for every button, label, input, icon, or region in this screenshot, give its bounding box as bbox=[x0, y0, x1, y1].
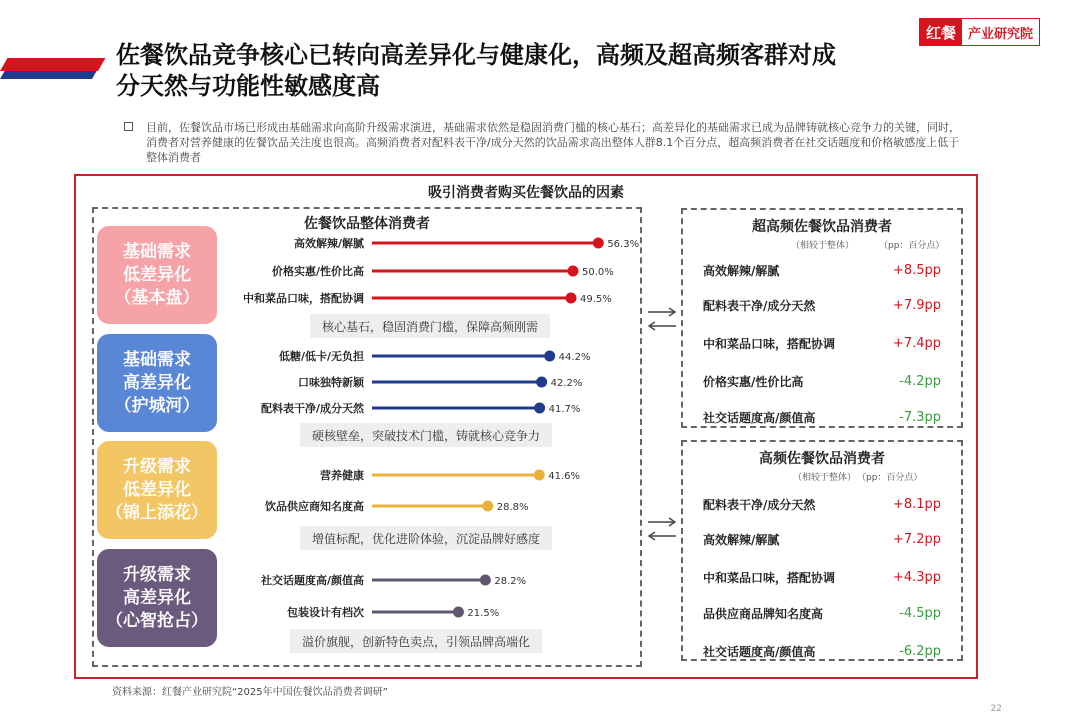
bar-category-label: 口味独特新颖 bbox=[298, 376, 364, 389]
diff-row bbox=[703, 407, 941, 427]
category-label-line1: 升级需求 bbox=[123, 456, 191, 477]
bar-value-label: 49.5% bbox=[579, 294, 612, 305]
bar-value-label: 56.3% bbox=[607, 239, 640, 250]
logo-text: 产业研究院 bbox=[967, 26, 1033, 42]
diff-label: 中和菜品口味，搭配协调 bbox=[703, 570, 836, 585]
relative-note: （相较于整体） bbox=[793, 473, 857, 483]
diff-value: -4.2pp bbox=[899, 373, 941, 389]
diff-value: +7.2pp bbox=[892, 531, 941, 547]
bar-category-label: 中和菜品口味，搭配协调 bbox=[243, 292, 364, 305]
bar-value-label: 42.2% bbox=[550, 378, 583, 389]
diff-row bbox=[703, 529, 941, 549]
diff-label: 高效解辣/解腻 bbox=[703, 532, 780, 547]
bar-category-label: 社交话题度高/颜值高 bbox=[260, 574, 364, 587]
bar-value-label: 21.5% bbox=[467, 608, 500, 619]
page-title-line1: 佐餐饮品竞争核心已转向高差异化与健康化，高频及超高频客群对成 bbox=[116, 41, 836, 69]
category-note: 硬核壁垒，突破技术门槛，铸就核心竞争力 bbox=[300, 423, 552, 447]
source-note: 资料来源：红餐产业研究院“2025年中国佐餐饮品消费者调研” bbox=[112, 687, 388, 698]
super-high-frequency-panel bbox=[681, 208, 963, 428]
category-label-line3: （心智抢占） bbox=[106, 610, 208, 631]
diff-row bbox=[703, 567, 941, 587]
diff-row bbox=[703, 333, 941, 353]
bar-value-label: 44.2% bbox=[558, 352, 591, 363]
category-label-line1: 基础需求 bbox=[123, 241, 191, 262]
category-upgrade-high bbox=[97, 549, 217, 647]
arrow-left-icon bbox=[646, 530, 678, 542]
diff-value: +8.5pp bbox=[892, 262, 941, 278]
category-label-line2: 低差异化 bbox=[123, 479, 191, 500]
header-accent-red bbox=[0, 58, 106, 71]
category-label-line3: （锦上添花） bbox=[106, 502, 208, 523]
diff-row bbox=[703, 260, 941, 280]
category-basic-low bbox=[97, 226, 217, 324]
diff-value: +7.4pp bbox=[892, 335, 941, 351]
page-title bbox=[116, 40, 936, 102]
bar-value-label: 50.0% bbox=[582, 267, 614, 278]
diff-row bbox=[703, 641, 941, 661]
page-number: 22 bbox=[990, 704, 1002, 714]
diff-value: +8.1pp bbox=[892, 496, 941, 512]
diff-row bbox=[703, 295, 941, 315]
arrow-right-icon bbox=[646, 516, 678, 528]
diff-row bbox=[703, 494, 941, 514]
diff-value: -7.3pp bbox=[899, 409, 941, 425]
logo-mark: 红餐 bbox=[920, 19, 962, 45]
diff-label: 配料表干净/成分天然 bbox=[703, 298, 816, 313]
overall-consumers-title: 佐餐饮品整体消费者 bbox=[304, 216, 430, 232]
diff-value: +4.3pp bbox=[892, 569, 941, 585]
high-title: 高频佐餐饮品消费者 bbox=[759, 451, 885, 467]
category-label-line2: 高差异化 bbox=[123, 587, 191, 608]
header-accent-blue bbox=[0, 71, 97, 79]
unit-note: （pp：百分点） bbox=[879, 241, 945, 251]
diff-label: 价格实惠/性价比高 bbox=[703, 374, 804, 389]
bar-category-label: 低糖/低卡/无负担 bbox=[278, 350, 364, 363]
intro-paragraph: 目前，佐餐饮品市场已形成由基础需求向高阶升级需求演进，基础需求依然是稳固消费门槛的核心基石；高差异化的基础需求已成为品牌铸就核心竞争力的关键，同时，消费者对营养健康的佐餐饮品关注度也很高。高频消费者对配料表干净/成分天然的饮品需求高出整体人群8.1个百分点，超高频消费者在社交话题度和价格敏感度上低于整体消费者 bbox=[146, 121, 960, 164]
super-high-title: 超高频佐餐饮品消费者 bbox=[752, 219, 892, 235]
diff-label: 社交话题度高/颜值高 bbox=[703, 644, 816, 659]
diff-label: 品供应商品牌知名度高 bbox=[703, 606, 824, 621]
bar-category-label: 配料表干净/成分天然 bbox=[260, 402, 364, 415]
diff-row bbox=[703, 603, 941, 623]
category-label-line1: 升级需求 bbox=[123, 564, 191, 585]
category-note: 增值标配，优化进阶体验，沉淀品牌好感度 bbox=[300, 526, 552, 550]
bar-category-label: 饮品供应商知名度高 bbox=[265, 500, 364, 513]
bar-category-label: 营养健康 bbox=[320, 469, 364, 482]
category-label-line3: （基本盘） bbox=[114, 287, 200, 308]
high-frequency-panel bbox=[681, 440, 963, 661]
category-label-line2: 高差异化 bbox=[123, 372, 191, 393]
bar-category-label: 包装设计有档次 bbox=[287, 606, 364, 619]
category-note: 核心基石，稳固消费门槛，保障高频刚需 bbox=[310, 314, 550, 338]
bar-category-label: 价格实惠/性价比高 bbox=[271, 265, 364, 278]
brand-logo bbox=[919, 18, 1040, 46]
unit-note: （pp：百分点） bbox=[857, 473, 923, 483]
diff-label: 社交话题度高/颜值高 bbox=[703, 410, 816, 425]
arrow-right-icon bbox=[646, 306, 678, 318]
arrow-left-icon bbox=[646, 320, 678, 332]
diff-label: 高效解辣/解腻 bbox=[703, 263, 780, 278]
diff-label: 中和菜品口味，搭配协调 bbox=[703, 336, 836, 351]
diff-row bbox=[703, 371, 941, 391]
diff-value: -4.5pp bbox=[899, 605, 941, 621]
bar-value-label: 41.7% bbox=[548, 404, 581, 415]
category-label-line3: （护城河） bbox=[114, 395, 200, 416]
category-label-line2: 低差异化 bbox=[123, 264, 191, 285]
diff-value: +7.9pp bbox=[892, 297, 941, 313]
diff-value: -6.2pp bbox=[899, 643, 941, 659]
category-note: 溢价旗舰，创新特色卖点，引领品牌高端化 bbox=[290, 629, 542, 653]
category-label-line1: 基础需求 bbox=[123, 349, 191, 370]
category-basic-high bbox=[97, 334, 217, 432]
page-title-line2: 分天然与功能性敏感度高 bbox=[116, 72, 380, 100]
diff-label: 配料表干净/成分天然 bbox=[703, 497, 816, 512]
bar-value-label: 28.8% bbox=[496, 502, 529, 513]
square-bullet-icon bbox=[124, 122, 133, 131]
category-upgrade-low bbox=[97, 441, 217, 539]
relative-note: （相较于整体） bbox=[791, 241, 855, 251]
bar-value-label: 41.6% bbox=[548, 471, 581, 482]
bar-value-label: 28.2% bbox=[494, 576, 527, 587]
main-chart-title: 吸引消费者购买佐餐饮品的因素 bbox=[428, 185, 624, 201]
bar-category-label: 高效解辣/解腻 bbox=[293, 237, 364, 250]
